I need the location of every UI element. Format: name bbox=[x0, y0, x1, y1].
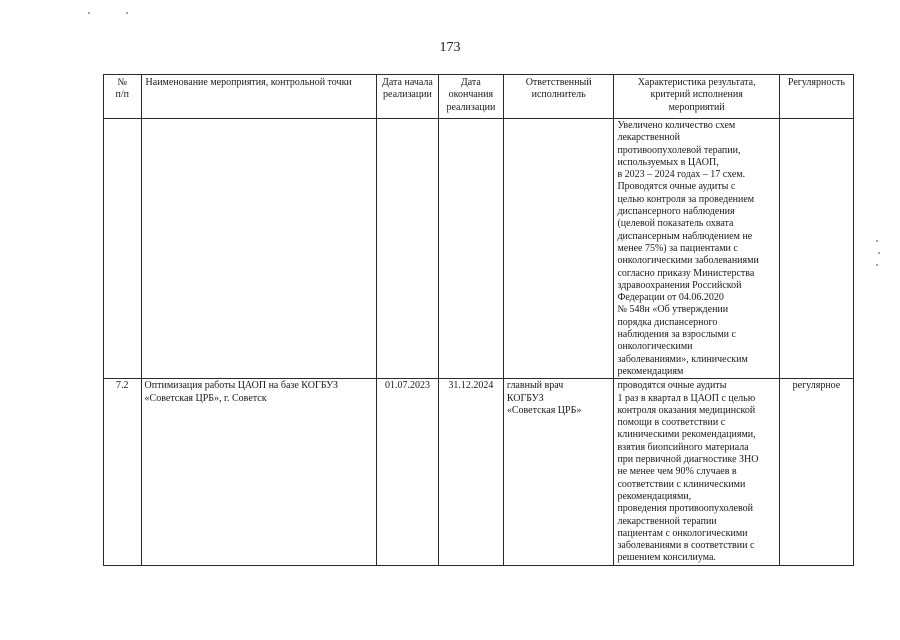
cell-measure-name bbox=[141, 119, 376, 379]
cell-start-date bbox=[377, 119, 439, 379]
cell-responsible bbox=[503, 119, 614, 379]
cell-number: 7.2 bbox=[104, 379, 142, 565]
table-row-7-2 bbox=[104, 379, 854, 565]
table-row-continuation bbox=[104, 119, 854, 379]
cell-result-characteristic: проводятся очные аудиты 1 раз в квартал в ЦАОП с целью контроля оказания медицинской помощи в соответствии с клиническими рекомендациями, взятия биопсийного материала при первичной диагностике ЗНО не менее чем 90% случаев в соответствии с клиническими рекомендациями, проведения противоопухолевой лекарственной терапии пациентам с онкологическими заболеваниями в соответствии с решением консилиума. bbox=[614, 379, 779, 565]
cell-end-date: 31.12.2024 bbox=[438, 379, 503, 565]
cell-regularity bbox=[779, 119, 853, 379]
table-header-row bbox=[104, 75, 854, 119]
cell-end-date bbox=[438, 119, 503, 379]
scan-speck bbox=[878, 252, 880, 254]
cell-measure-name: Оптимизация работы ЦАОП на базе КОГБУЗ «Советская ЦРБ», г. Советск bbox=[141, 379, 376, 565]
scan-speck bbox=[876, 240, 878, 242]
cell-start-date: 01.07.2023 bbox=[377, 379, 439, 565]
cell-regularity: регулярное bbox=[779, 379, 853, 565]
scan-speck bbox=[88, 12, 90, 14]
measures-table bbox=[103, 74, 854, 566]
cell-result-characteristic: Увеличено количество схем лекарственной противоопухолевой терапии, используемых в ЦАОП, в 2023 – 2024 годах – 17 схем. Проводятся очные аудиты с целью контроля за проведением диспансерного наблюдения (целевой показатель охвата диспансерным наблюдением не менее 75%) за пациентами с онкологическими заболеваниями согласно приказу Министерства здравоохранения Российской Федерации от 04.06.2020 № 548н «Об утверждении порядка диспансерного наблюдения за взрослыми с онкологическими заболеваниями», клиническим рекомендациям bbox=[614, 119, 779, 379]
page-number: 173 bbox=[439, 40, 461, 55]
header-regularity: Регулярность bbox=[779, 75, 853, 119]
header-measure-name: Наименование мероприятия, контрольной точки bbox=[141, 75, 376, 119]
cell-number bbox=[104, 119, 142, 379]
header-end-date: Дата окончания реализации bbox=[438, 75, 503, 119]
scan-speck bbox=[126, 12, 128, 14]
header-responsible: Ответственный исполнитель bbox=[503, 75, 614, 119]
header-number: № п/п bbox=[104, 75, 142, 119]
header-result-characteristic: Характеристика результата, критерий исполнения мероприятий bbox=[614, 75, 779, 119]
header-start-date: Дата начала реализации bbox=[377, 75, 439, 119]
scan-speck bbox=[876, 264, 878, 266]
cell-responsible: главный врач КОГБУЗ «Советская ЦРБ» bbox=[503, 379, 614, 565]
